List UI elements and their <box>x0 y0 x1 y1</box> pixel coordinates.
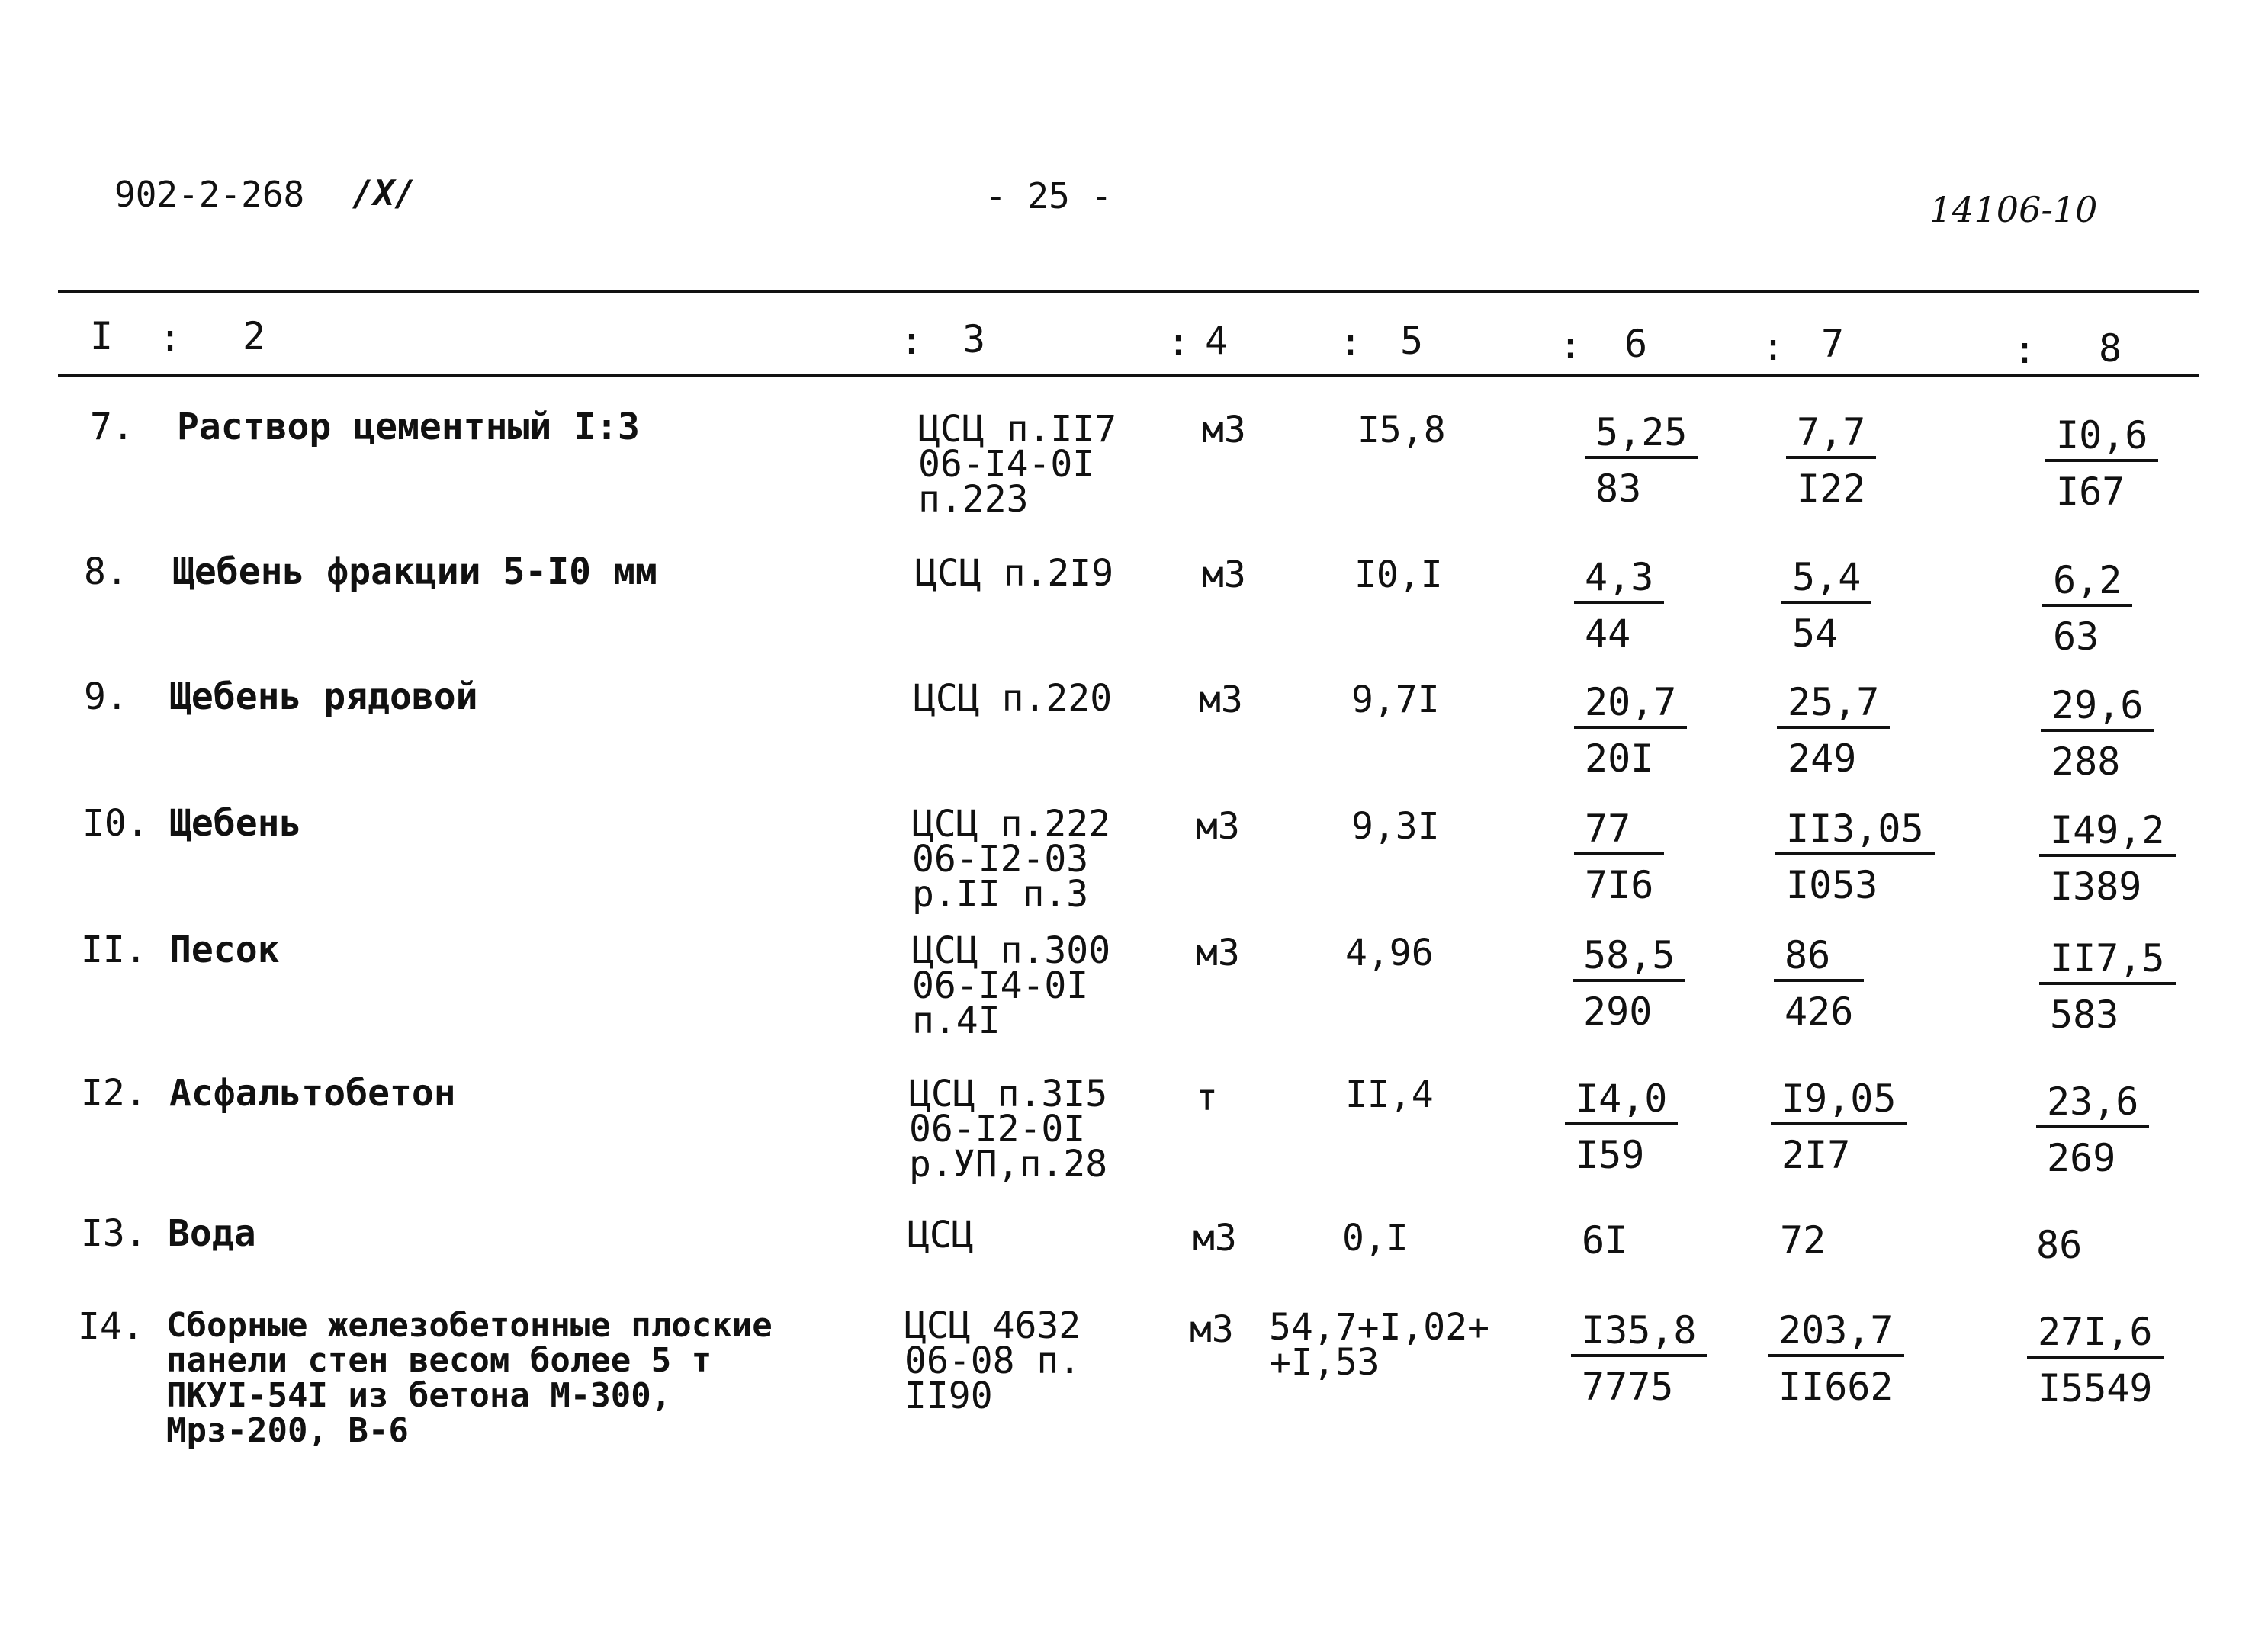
unit: м3 <box>1202 409 1246 451</box>
col8-value <box>2045 413 2158 514</box>
col7-top: 5,4 <box>1781 558 1871 604</box>
col8-bottom: I67 <box>2056 470 2125 514</box>
col8-value: 86 <box>2036 1223 2083 1267</box>
material-name: Асфальтобетон <box>169 1072 456 1115</box>
col7-top: I9,05 <box>1771 1080 1907 1125</box>
col-separator: : <box>159 316 182 360</box>
col8-value <box>2027 1310 2164 1410</box>
col8-top: 6,2 <box>2042 561 2132 607</box>
unit: м3 <box>1193 1217 1237 1259</box>
col8-bottom: I5549 <box>2038 1366 2153 1410</box>
col6-value <box>1585 410 1698 511</box>
row-number: I2. <box>81 1072 147 1115</box>
col7-value <box>1781 555 1871 656</box>
col6-top: 77 <box>1574 810 1664 855</box>
quantity: 0,I <box>1342 1217 1409 1259</box>
col6-top: 20,7 <box>1574 683 1687 729</box>
col8-top: I0,6 <box>2045 416 2158 462</box>
price-reference: ЦСЦ <box>908 1214 974 1256</box>
col7-bottom: I22 <box>1797 467 1866 511</box>
col7-bottom: 426 <box>1785 990 1854 1034</box>
row-number: II. <box>81 929 147 971</box>
col6-value <box>1574 680 1687 781</box>
col8-top: 27I,6 <box>2027 1313 2164 1359</box>
col8-bottom: I389 <box>2050 865 2142 909</box>
quantity: 9,3I <box>1351 805 1440 848</box>
col6-value <box>1573 933 1685 1034</box>
col6-value: 6I <box>1582 1218 1628 1263</box>
col6-top: I35,8 <box>1571 1311 1707 1357</box>
col8-bottom: 269 <box>2047 1136 2116 1180</box>
price-reference: ЦСЦ п.II7 06-I4-0I п.223 <box>918 408 1117 521</box>
col8-top: 29,6 <box>2041 686 2154 732</box>
col6-top: 58,5 <box>1573 936 1685 982</box>
top-rule <box>58 290 2199 293</box>
col6-bottom: 7I6 <box>1585 863 1654 907</box>
material-name: Щебень рядовой <box>169 675 478 718</box>
price-reference: ЦСЦ 4632 06-08 п. II90 <box>904 1304 1081 1417</box>
col8-value <box>2039 808 2176 909</box>
row-number: 7. <box>90 406 134 448</box>
col7-bottom: I053 <box>1786 863 1878 907</box>
col-header-7: 7 <box>1821 322 1845 366</box>
col6-value <box>1574 807 1664 907</box>
document-code: 902-2-268 <box>114 174 305 215</box>
col8-value <box>2036 1080 2149 1180</box>
col7-value: 72 <box>1780 1218 1826 1263</box>
col7-top: 203,7 <box>1768 1311 1904 1357</box>
row-number: I0. <box>82 802 149 845</box>
col-header-2: 2 <box>243 314 266 358</box>
col-header-5: 5 <box>1400 319 1424 363</box>
col-header-4: 4 <box>1205 319 1229 363</box>
quantity: 54,7+I,02+ +I,53 <box>1269 1306 1489 1384</box>
col8-top: 23,6 <box>2036 1083 2149 1128</box>
col-header-1: I <box>90 314 114 358</box>
col8-bottom: 63 <box>2053 614 2099 659</box>
unit: м3 <box>1202 553 1246 596</box>
unit: т <box>1196 1077 1218 1119</box>
col7-top: 7,7 <box>1786 413 1876 459</box>
col8-bottom: 288 <box>2051 740 2121 784</box>
header-rule <box>58 374 2199 377</box>
quantity: II,4 <box>1345 1073 1434 1116</box>
col6-bottom: 7775 <box>1582 1365 1674 1409</box>
col6-bottom: 20I <box>1585 736 1654 781</box>
col6-bottom: 83 <box>1595 467 1642 511</box>
col7-bottom: II662 <box>1778 1365 1894 1409</box>
price-reference: ЦСЦ п.222 06-I2-03 р.II п.3 <box>912 803 1111 916</box>
col-separator: : <box>1339 320 1363 364</box>
col6-top: I4,0 <box>1565 1080 1678 1125</box>
col6-value <box>1574 555 1664 656</box>
price-reference: ЦСЦ п.300 06-I4-0I п.4I <box>912 929 1111 1042</box>
material-name: Вода <box>168 1212 256 1255</box>
page-number: - 25 - <box>985 175 1113 217</box>
material-name: Щебень <box>169 802 302 845</box>
col-separator: : <box>900 319 924 363</box>
sheet-reference: 14106-10 <box>1929 189 2098 230</box>
col6-bottom: 44 <box>1585 611 1631 656</box>
unit: м3 <box>1196 805 1240 848</box>
col8-bottom: 583 <box>2050 993 2119 1037</box>
col-separator: : <box>1167 320 1190 364</box>
price-reference: ЦСЦ п.220 <box>914 677 1113 720</box>
col8-value <box>2041 683 2154 784</box>
row-number: I4. <box>78 1305 144 1348</box>
quantity: I5,8 <box>1357 409 1446 451</box>
unit: м3 <box>1199 679 1243 721</box>
col-header-8: 8 <box>2099 326 2122 371</box>
unit: м3 <box>1190 1308 1234 1351</box>
col7-value <box>1774 933 1864 1034</box>
col7-bottom: 54 <box>1792 611 1839 656</box>
col7-top: II3,05 <box>1775 810 1935 855</box>
col7-value <box>1768 1308 1904 1409</box>
material-name: Песок <box>169 929 280 971</box>
col-separator: : <box>2013 328 2037 372</box>
col6-value <box>1565 1077 1678 1177</box>
quantity: 9,7I <box>1351 679 1440 721</box>
col6-top: 5,25 <box>1585 413 1698 459</box>
row-number: 8. <box>84 550 128 593</box>
col7-top: 25,7 <box>1777 683 1890 729</box>
col-header-6: 6 <box>1624 322 1648 366</box>
col8-top: I49,2 <box>2039 811 2176 857</box>
col7-value <box>1775 807 1935 907</box>
col6-top: 4,3 <box>1574 558 1664 604</box>
col-header-3: 3 <box>962 317 986 361</box>
price-reference: ЦСЦ п.3I5 06-I2-0I р.УП,п.28 <box>909 1073 1108 1186</box>
col7-top: 86 <box>1774 936 1864 982</box>
col7-value <box>1771 1077 1907 1177</box>
col6-bottom: 290 <box>1583 990 1653 1034</box>
col-separator: : <box>1559 323 1582 367</box>
material-name: Сборные железобетонные плоские панели стен весом более 5 т ПКУI-54I из бетона М-300, Мрз-200, В-6 <box>166 1306 773 1450</box>
price-reference: ЦСЦ п.2I9 <box>915 552 1114 595</box>
col7-value <box>1786 410 1876 511</box>
col-separator: : <box>1762 325 1785 369</box>
col8-value <box>2039 936 2176 1037</box>
col7-value <box>1777 680 1890 781</box>
material-name: Раствор цементный I:3 <box>177 406 640 448</box>
section-mark: /X/ <box>352 172 416 213</box>
col8-top: II7,5 <box>2039 939 2176 985</box>
col6-value <box>1571 1308 1707 1409</box>
quantity: 4,96 <box>1345 932 1434 974</box>
material-name: Щебень фракции 5-I0 мм <box>172 550 657 593</box>
quantity: I0,I <box>1354 553 1443 596</box>
row-number: 9. <box>84 675 128 718</box>
col8-value <box>2042 558 2132 659</box>
unit: м3 <box>1196 932 1240 974</box>
col6-bottom: I59 <box>1576 1133 1645 1177</box>
col7-bottom: 2I7 <box>1781 1133 1851 1177</box>
row-number: I3. <box>81 1212 147 1255</box>
col7-bottom: 249 <box>1788 736 1857 781</box>
